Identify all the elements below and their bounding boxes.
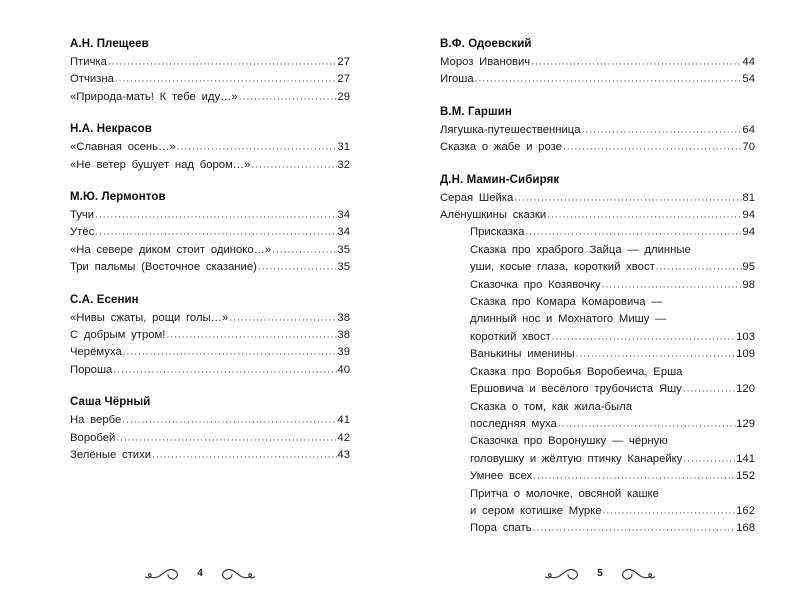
- toc-entry-row: [470, 468, 755, 485]
- dot-leader: [272, 241, 337, 258]
- toc-entry[interactable]: [70, 157, 350, 174]
- toc-entry-page-number: 94: [742, 209, 755, 222]
- toc-right: [440, 38, 755, 538]
- toc-entry[interactable]: [440, 520, 755, 537]
- toc-author-heading: С.А. Есенин: [70, 293, 139, 306]
- toc-entry-title: Воробей: [70, 431, 116, 444]
- toc-author-heading: М.Ю. Лермонтов: [70, 191, 166, 204]
- toc-entry[interactable]: [440, 224, 755, 241]
- toc-entry-page-number: 120: [736, 383, 755, 396]
- toc-entry-title-line: длинный нос и Мохнатого Мишу —: [470, 313, 667, 326]
- toc-entry-page-number: 42: [337, 431, 350, 444]
- toc-entry-page-number: 141: [736, 452, 755, 465]
- dot-leader: [113, 361, 337, 378]
- dot-leader: [656, 259, 742, 276]
- toc-entry-row: [470, 381, 755, 398]
- toc-entry-row: [70, 54, 350, 71]
- toc-entry-page-number: 43: [337, 449, 350, 462]
- toc-entry-row: [70, 259, 350, 276]
- toc-entry-page-number: 109: [736, 348, 755, 361]
- toc-entry-page-number: 34: [337, 226, 350, 239]
- toc-entry[interactable]: [440, 468, 755, 485]
- dot-leader: [525, 224, 742, 241]
- toc-entry-page-number: 31: [337, 141, 350, 154]
- toc-section: [70, 123, 350, 174]
- toc-entry-row: [470, 451, 755, 468]
- dot-leader: [122, 412, 337, 429]
- toc-entry-title: Птичка: [70, 56, 107, 68]
- toc-entry-row: [70, 224, 350, 241]
- toc-author-heading: Д.Н. Мамин-Сибиряк: [440, 173, 560, 186]
- dot-leader: [115, 71, 337, 88]
- toc-entry-title: Отчизна: [70, 73, 114, 86]
- toc-entry-title: Мороз Иванович: [440, 56, 531, 68]
- flourish-swash-icon: [620, 567, 656, 581]
- toc-entry-page-number: 32: [337, 158, 350, 171]
- toc-entry-row: [70, 412, 350, 429]
- toc-entry-title: короткий хвост: [470, 330, 551, 343]
- toc-entry-row: [70, 327, 350, 344]
- dot-leader: [531, 54, 742, 71]
- toc-entry-page-number: 34: [337, 209, 350, 222]
- toc-entry-row: [440, 54, 755, 71]
- toc-entry[interactable]: [440, 207, 755, 224]
- toc-entry[interactable]: [440, 54, 755, 71]
- toc-entry-title-line: Сказочка про Воронушку — чёрную: [470, 435, 668, 448]
- toc-entry[interactable]: [70, 207, 350, 224]
- toc-entry-title: С добрым утром!: [70, 329, 166, 342]
- right-page: [400, 0, 800, 599]
- toc-entry[interactable]: [440, 71, 755, 88]
- toc-section: [440, 106, 755, 157]
- toc-entry[interactable]: [70, 344, 350, 361]
- flourish-swash-icon: [220, 567, 256, 581]
- toc-entry-title: Утёс: [70, 226, 95, 239]
- toc-entry-row: [70, 344, 350, 361]
- dot-leader: [116, 429, 337, 446]
- toc-entry-title-line: Сказка о том, как жила-была: [470, 400, 633, 413]
- toc-entry-title: «На севере диком стоит одиноко…»: [70, 243, 272, 256]
- toc-entry-title: Черёмуха: [70, 346, 122, 359]
- toc-entry-row: [470, 520, 755, 537]
- toc-entry-title: последняя муха: [470, 417, 557, 430]
- toc-section: [440, 174, 755, 538]
- toc-entry-page-number: 98: [742, 278, 755, 291]
- toc-entry-row: [470, 259, 755, 276]
- toc-entry-row: [70, 242, 350, 259]
- toc-entry[interactable]: [70, 310, 350, 327]
- toc-entry-title: Ванькины именины: [470, 348, 575, 361]
- toc-entry-page-number: 168: [736, 522, 755, 535]
- toc-entry-title: Пора спать: [470, 522, 532, 535]
- toc-entry-page-number: 38: [337, 311, 350, 324]
- folio-left: [0, 567, 400, 581]
- dot-leader: [152, 447, 337, 464]
- dot-leader: [683, 450, 735, 467]
- toc-section: [440, 38, 755, 89]
- toc-entry-page-number: 41: [337, 414, 350, 427]
- toc-entry-row: [470, 416, 755, 433]
- toc-entry-title: «Нивы сжаты, рощи голы…»: [70, 311, 229, 324]
- toc-entry-title-line: Сказка про Воробья Воробеича, Ерша: [470, 365, 683, 378]
- toc-entry-page-number: 27: [337, 73, 350, 86]
- dot-leader: [552, 328, 736, 345]
- toc-entry-title: Сказка о жабе и розе: [440, 141, 562, 154]
- toc-entry-title: Алёнушкины сказки: [440, 209, 547, 222]
- toc-entry-page-number: 29: [337, 90, 350, 103]
- toc-entry-row: [70, 430, 350, 447]
- dot-leader: [582, 121, 742, 138]
- toc-entry-title: головушку и жёлтую птичку Канарейку: [470, 452, 683, 465]
- toc-entry-title-line: Сказка про Комара Комаровича —: [470, 296, 663, 309]
- dot-leader: [558, 415, 736, 432]
- dot-leader: [258, 259, 337, 276]
- toc-entry-title: Тучи: [70, 209, 95, 222]
- toc-entry-page-number: 81: [742, 191, 755, 204]
- dot-leader: [95, 207, 337, 224]
- toc-author-heading: В.М. Гаршин: [440, 105, 512, 118]
- page-number: 4: [197, 568, 203, 579]
- toc-entry[interactable]: [70, 430, 350, 447]
- toc-entry-page-number: 38: [337, 329, 350, 342]
- dot-leader: [683, 381, 736, 398]
- toc-entry[interactable]: [70, 139, 350, 156]
- toc-entry-row: [440, 139, 755, 156]
- toc-entry-title: Сказочка про Козявочку: [470, 278, 601, 291]
- dot-leader: [533, 468, 735, 485]
- dot-leader: [166, 327, 336, 344]
- toc-entry-page-number: 27: [337, 56, 350, 68]
- dot-leader: [229, 309, 337, 326]
- toc-author-heading: Н.А. Некрасов: [70, 123, 152, 136]
- dot-leader: [563, 139, 742, 156]
- toc-entry-row: [70, 207, 350, 224]
- toc-entry-page-number: 95: [742, 261, 755, 274]
- toc-author-heading: Саша Чёрный: [70, 396, 151, 409]
- toc-entry-page-number: 39: [337, 346, 350, 359]
- toc-entry[interactable]: [440, 122, 755, 139]
- toc-entry-title: Умнее всех: [470, 470, 533, 483]
- toc-entry-row: [440, 71, 755, 88]
- dot-leader: [533, 520, 736, 537]
- toc-entry-page-number: 103: [736, 330, 755, 343]
- toc-entry-title: Три пальмы (Восточное сказание): [70, 261, 257, 274]
- toc-entry-page-number: 35: [337, 261, 350, 274]
- dot-leader: [108, 54, 337, 71]
- toc-author-heading: А.Н. Плещеев: [70, 38, 149, 50]
- toc-entry-title: На вербе: [70, 414, 122, 427]
- toc-entry[interactable]: [70, 71, 350, 88]
- toc-entry[interactable]: [70, 447, 350, 464]
- dot-leader: [251, 156, 337, 173]
- toc-entry-title-line: Притча о молочке, овсяной кашке: [470, 487, 659, 500]
- toc-entry-title: «Не ветер бушует над бором…»: [70, 158, 251, 171]
- toc-entry[interactable]: [440, 399, 755, 434]
- toc-entry-row: [470, 277, 755, 294]
- toc-entry-page-number: 129: [736, 417, 755, 430]
- toc-entry-row: [70, 71, 350, 88]
- dot-leader: [95, 224, 337, 241]
- toc-entry-row: [70, 310, 350, 327]
- dot-leader: [123, 344, 337, 361]
- toc-entry[interactable]: [440, 190, 755, 207]
- page-number: 5: [597, 568, 603, 579]
- toc-entry-title: Зелёные стихи: [70, 449, 152, 462]
- toc-entry-title: Серая Шейка: [440, 191, 514, 204]
- toc-entry-title: «Природа-мать! К тебе иду…»: [70, 90, 238, 103]
- flourish-swash-icon: [144, 567, 180, 581]
- toc-entry-title-line: Сказка про храброго Зайца — длинные: [470, 243, 691, 256]
- toc-entry-page-number: 70: [742, 141, 755, 154]
- toc-section: [70, 38, 350, 106]
- toc-author-heading: В.Ф. Одоевский: [440, 38, 532, 50]
- dot-leader: [602, 276, 742, 293]
- toc-entry-row: [70, 447, 350, 464]
- toc-left: [70, 38, 350, 465]
- toc-section: [70, 396, 350, 464]
- toc-entry[interactable]: [70, 412, 350, 429]
- toc-entry[interactable]: [440, 364, 755, 399]
- toc-entry-page-number: 162: [736, 504, 755, 517]
- toc-entry-page-number: 54: [742, 73, 755, 86]
- toc-entry-page-number: 40: [337, 363, 350, 376]
- dot-leader: [547, 207, 742, 224]
- toc-entry-row: [70, 139, 350, 156]
- toc-entry-title: уши, косые глаза, короткий хвост: [470, 261, 655, 274]
- toc-entry-title: Лягушка-путешественница: [440, 123, 581, 136]
- toc-entry-page-number: 44: [742, 56, 755, 68]
- toc-entry[interactable]: [70, 259, 350, 276]
- toc-entry-page-number: 152: [736, 470, 755, 483]
- dot-leader: [514, 189, 742, 206]
- toc-entry-row: [440, 122, 755, 139]
- toc-entry-row: [70, 89, 350, 106]
- toc-entry[interactable]: [440, 139, 755, 156]
- toc-entry[interactable]: [440, 277, 755, 294]
- flourish-swash-icon: [544, 567, 580, 581]
- toc-entry-title: Игоша: [440, 73, 474, 86]
- toc-entry[interactable]: [440, 433, 755, 468]
- dot-leader: [177, 139, 337, 156]
- toc-entry-row: [470, 503, 755, 520]
- toc-entry-row: [470, 346, 755, 363]
- toc-entry[interactable]: [70, 224, 350, 241]
- toc-entry[interactable]: [70, 89, 350, 106]
- toc-entry[interactable]: [440, 346, 755, 363]
- toc-entry[interactable]: [440, 486, 755, 521]
- dot-leader: [603, 502, 736, 519]
- dot-leader: [475, 71, 742, 88]
- toc-entry-page-number: 94: [742, 226, 755, 239]
- toc-entry[interactable]: [440, 294, 755, 346]
- dot-leader: [239, 88, 337, 105]
- toc-entry-title: Присказка: [470, 226, 525, 239]
- toc-entry-title: Пороша: [70, 363, 113, 376]
- toc-entry-title: «Славная осень…»: [70, 141, 176, 154]
- toc-entry-title: Ершовича и весёлого трубочиста Яшу: [470, 383, 682, 396]
- toc-entry-row: [440, 190, 755, 207]
- toc-entry-title: и сером котишке Мурке: [470, 504, 602, 517]
- toc-entry-row: [70, 157, 350, 174]
- toc-entry[interactable]: [70, 327, 350, 344]
- toc-entry[interactable]: [70, 362, 350, 379]
- toc-entry-page-number: 64: [742, 123, 755, 136]
- dot-leader: [576, 346, 736, 363]
- toc-entry[interactable]: [440, 242, 755, 277]
- toc-section: [70, 294, 350, 380]
- toc-entry-row: [440, 207, 755, 224]
- toc-entry-row: [470, 224, 755, 241]
- toc-entry[interactable]: [70, 54, 350, 71]
- folio-right: [400, 567, 800, 581]
- toc-entry-row: [70, 362, 350, 379]
- toc-entry-page-number: 35: [337, 243, 350, 256]
- toc-section: [70, 191, 350, 277]
- toc-entry[interactable]: [70, 242, 350, 259]
- toc-entry-row: [470, 329, 755, 346]
